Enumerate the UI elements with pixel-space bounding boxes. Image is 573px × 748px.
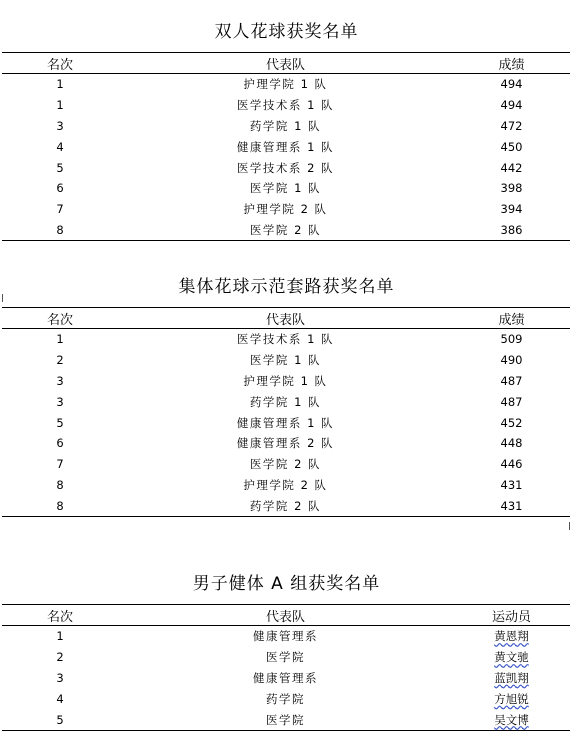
table-row [2, 688, 570, 709]
score-cell: 487 [500, 394, 523, 409]
header-score: 成绩 [453, 308, 570, 329]
team-cell: 医学技术系 2 队 [236, 160, 335, 175]
score-cell: 394 [500, 202, 523, 217]
team-cell: 药学院 2 队 [118, 495, 453, 516]
score-cell: 448 [500, 436, 523, 451]
header-athlete: 运动员 [453, 605, 570, 626]
header-row [2, 53, 570, 74]
table-row [2, 136, 570, 157]
table-row [2, 475, 570, 496]
table-row [2, 626, 570, 647]
table-row [2, 391, 570, 412]
rank-cell: 1 [56, 77, 64, 92]
table-row [2, 668, 570, 689]
header-row [2, 308, 570, 329]
score-cell: 509 [500, 332, 523, 347]
header-rank: 名次 [2, 308, 118, 329]
team-cell: 健康管理系 [253, 670, 318, 685]
athlete-name: 方旭锐 [494, 691, 529, 706]
athlete-name: 黄恩翔 [494, 629, 529, 644]
rank-cell: 2 [56, 353, 64, 368]
table-row [2, 329, 570, 350]
header-team: 代表队 [118, 605, 453, 626]
athlete-cell [453, 668, 570, 689]
score-cell: 490 [500, 353, 523, 368]
team-cell: 医学院 1 队 [249, 353, 322, 368]
rank-cell: 5 [2, 709, 118, 730]
results-table [2, 604, 570, 731]
athlete-cell [453, 688, 570, 709]
team-cell: 护理学院 2 队 [243, 202, 328, 217]
score-cell: 494 [500, 98, 523, 113]
rank-cell: 2 [56, 650, 64, 665]
table-row [2, 95, 570, 116]
header-team: 代表队 [118, 53, 453, 74]
score-cell: 450 [500, 139, 523, 154]
rank-cell: 8 [2, 220, 118, 241]
score-cell: 472 [500, 118, 523, 133]
table-row [2, 454, 570, 475]
table-section-3 [0, 573, 573, 731]
table-row [2, 178, 570, 199]
team-cell: 医学院 1 队 [249, 181, 322, 196]
score-cell: 446 [500, 457, 523, 472]
team-cell: 医学院 2 队 [118, 220, 453, 241]
rank-cell: 3 [56, 118, 64, 133]
header-rank: 名次 [2, 605, 118, 626]
table-row [2, 495, 570, 516]
rank-cell: 7 [56, 202, 64, 217]
results-table [2, 52, 570, 241]
score-cell: 487 [500, 373, 523, 388]
paragraph-mark [569, 522, 570, 530]
athlete-name: 蓝凯翔 [494, 670, 529, 685]
rank-cell: 5 [56, 415, 64, 430]
score-cell: 431 [453, 495, 570, 516]
team-cell: 医学院 2 队 [249, 457, 322, 472]
header-rank: 名次 [2, 53, 118, 74]
rank-cell: 4 [56, 139, 64, 154]
athlete-name: 黄文驰 [494, 650, 529, 665]
athlete-name: 吴文博 [494, 712, 529, 727]
athlete-cell [453, 647, 570, 668]
team-cell: 护理学院 1 队 [243, 77, 328, 92]
table-section-1 [0, 21, 573, 241]
table-row [2, 433, 570, 454]
rank-cell: 1 [56, 629, 64, 644]
athlete-cell [453, 709, 570, 730]
score-cell: 386 [453, 220, 570, 241]
team-cell: 医学技术系 1 队 [236, 98, 335, 113]
rank-cell: 3 [56, 394, 64, 409]
header-team: 代表队 [118, 308, 453, 329]
score-cell: 398 [500, 181, 523, 196]
rank-cell: 1 [56, 98, 64, 113]
rank-cell: 1 [56, 332, 64, 347]
table-row [2, 371, 570, 392]
results-table [2, 307, 570, 517]
table-row [2, 709, 570, 730]
team-cell: 护理学院 2 队 [243, 477, 328, 492]
table-title: 双人花球获奖名单 [214, 22, 359, 42]
team-cell: 医学院 [118, 709, 453, 730]
score-cell: 494 [500, 77, 523, 92]
table-title: 集体花球示范套路获奖名单 [178, 277, 395, 297]
team-cell: 医学技术系 1 队 [236, 332, 335, 347]
rank-cell: 8 [56, 477, 64, 492]
team-cell: 健康管理系 1 队 [236, 139, 335, 154]
team-cell: 护理学院 1 队 [243, 373, 328, 388]
rank-cell: 5 [56, 160, 64, 175]
rank-cell: 3 [56, 373, 64, 388]
table-section-2 [0, 276, 573, 517]
rank-cell: 3 [56, 670, 64, 685]
table-row [2, 350, 570, 371]
header-row [2, 605, 570, 626]
team-cell: 健康管理系 2 队 [236, 436, 335, 451]
table-row [2, 116, 570, 137]
table-title: 男子健体 A 组获奖名单 [192, 574, 381, 594]
score-cell: 442 [500, 160, 523, 175]
team-cell: 药学院 1 队 [249, 394, 322, 409]
athlete-cell [453, 626, 570, 647]
team-cell: 药学院 [266, 691, 305, 706]
team-cell: 健康管理系 1 队 [236, 415, 335, 430]
score-cell: 431 [500, 477, 523, 492]
team-cell: 医学院 [266, 650, 305, 665]
rank-cell: 4 [56, 691, 64, 706]
table-row [2, 647, 570, 668]
team-cell: 药学院 1 队 [249, 118, 322, 133]
table-row [2, 157, 570, 178]
table-row [2, 199, 570, 220]
table-row [2, 220, 570, 241]
score-cell: 452 [500, 415, 523, 430]
table-row [2, 74, 570, 95]
rank-cell: 6 [56, 181, 64, 196]
table-row [2, 412, 570, 433]
rank-cell: 8 [2, 495, 118, 516]
rank-cell: 6 [56, 436, 64, 451]
team-cell: 健康管理系 [253, 629, 318, 644]
header-score: 成绩 [453, 53, 570, 74]
rank-cell: 7 [56, 457, 64, 472]
